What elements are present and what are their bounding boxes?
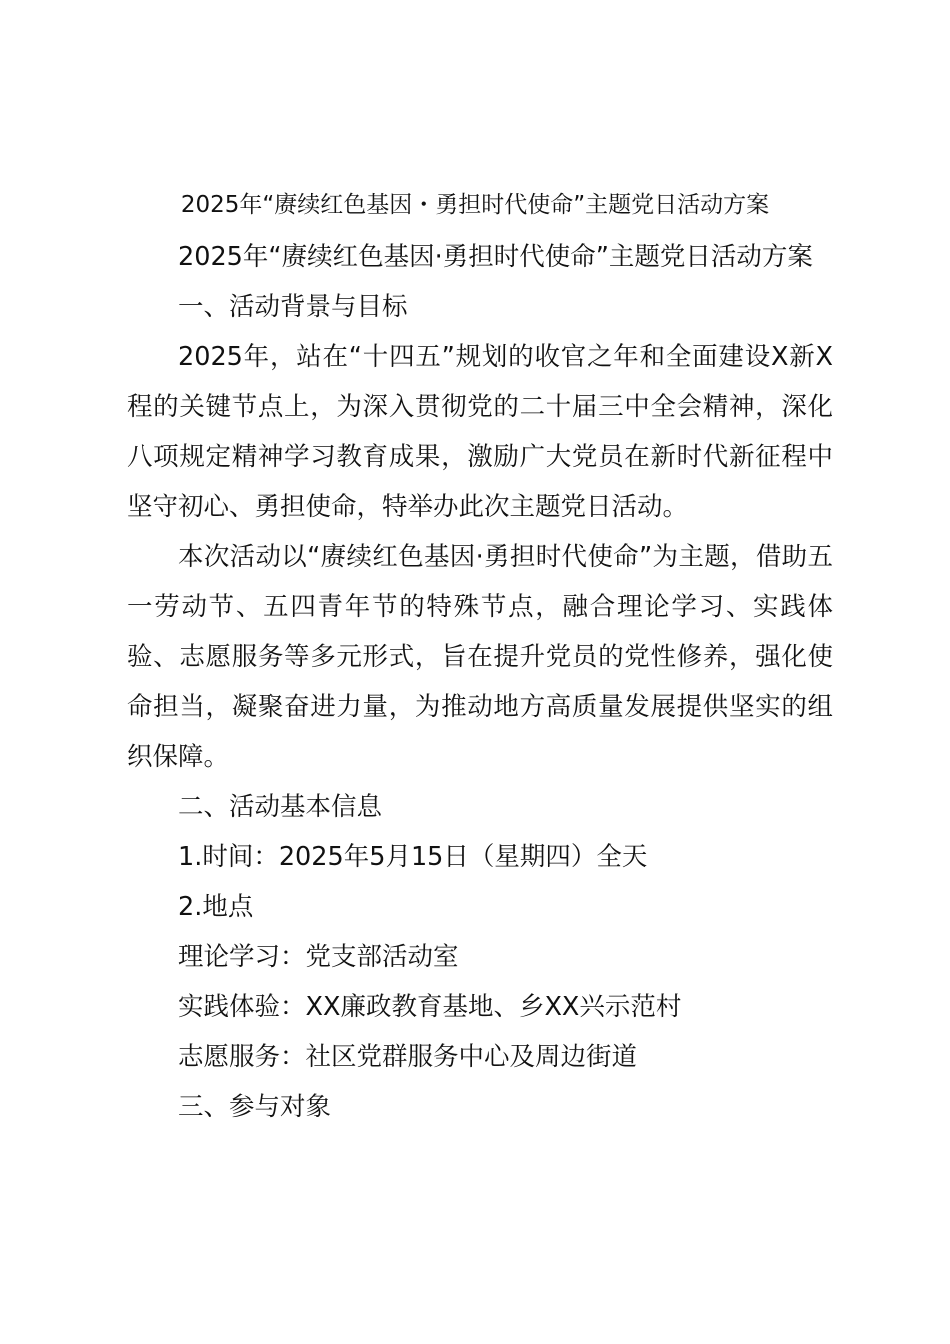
location-study: 理论学习：党支部活动室 xyxy=(178,942,459,972)
header-title: 2025年“赓续红色基因・勇担时代使命”主题党日活动方案 xyxy=(180,192,770,218)
document-body xyxy=(127,232,833,1132)
background-paragraph-2: 本次活动以“赓续红色基因·勇担时代使命”为主题，借助五一劳动节、五四青年节的特殊节点，融合理论学习、实践体验、志愿服务等多元形式，旨在提升党员的党性修养，强化使命担当，凝聚奋进力量，为推动地方高质量发展提供坚实的组织保障。 xyxy=(127,542,833,772)
time-line: 1.时间：2025年5月15日（星期四）全天 xyxy=(178,842,648,872)
location-practice: 实践体验：XX廉政教育基地、乡XX兴示范村 xyxy=(178,992,682,1022)
section-heading-basic-info: 二、活动基本信息 xyxy=(178,792,383,822)
location-heading: 2.地点 xyxy=(178,892,254,922)
location-volunteer: 志愿服务：社区党群服务中心及周边街道 xyxy=(178,1042,638,1072)
document-title: 2025年“赓续红色基因·勇担时代使命”主题党日活动方案 xyxy=(178,242,813,272)
section-heading-background: 一、活动背景与目标 xyxy=(178,292,408,322)
background-paragraph-1: 2025年，站在“十四五”规划的收官之年和全面建设X新X程的关键节点上，为深入贯彻党的二十届三中全会精神，深化八项规定精神学习教育成果，激励广大党员在新时代新征程中坚守初心、勇担使命，特举办此次主题党日活动。 xyxy=(127,342,833,522)
section-heading-participants: 三、参与对象 xyxy=(178,1092,332,1122)
